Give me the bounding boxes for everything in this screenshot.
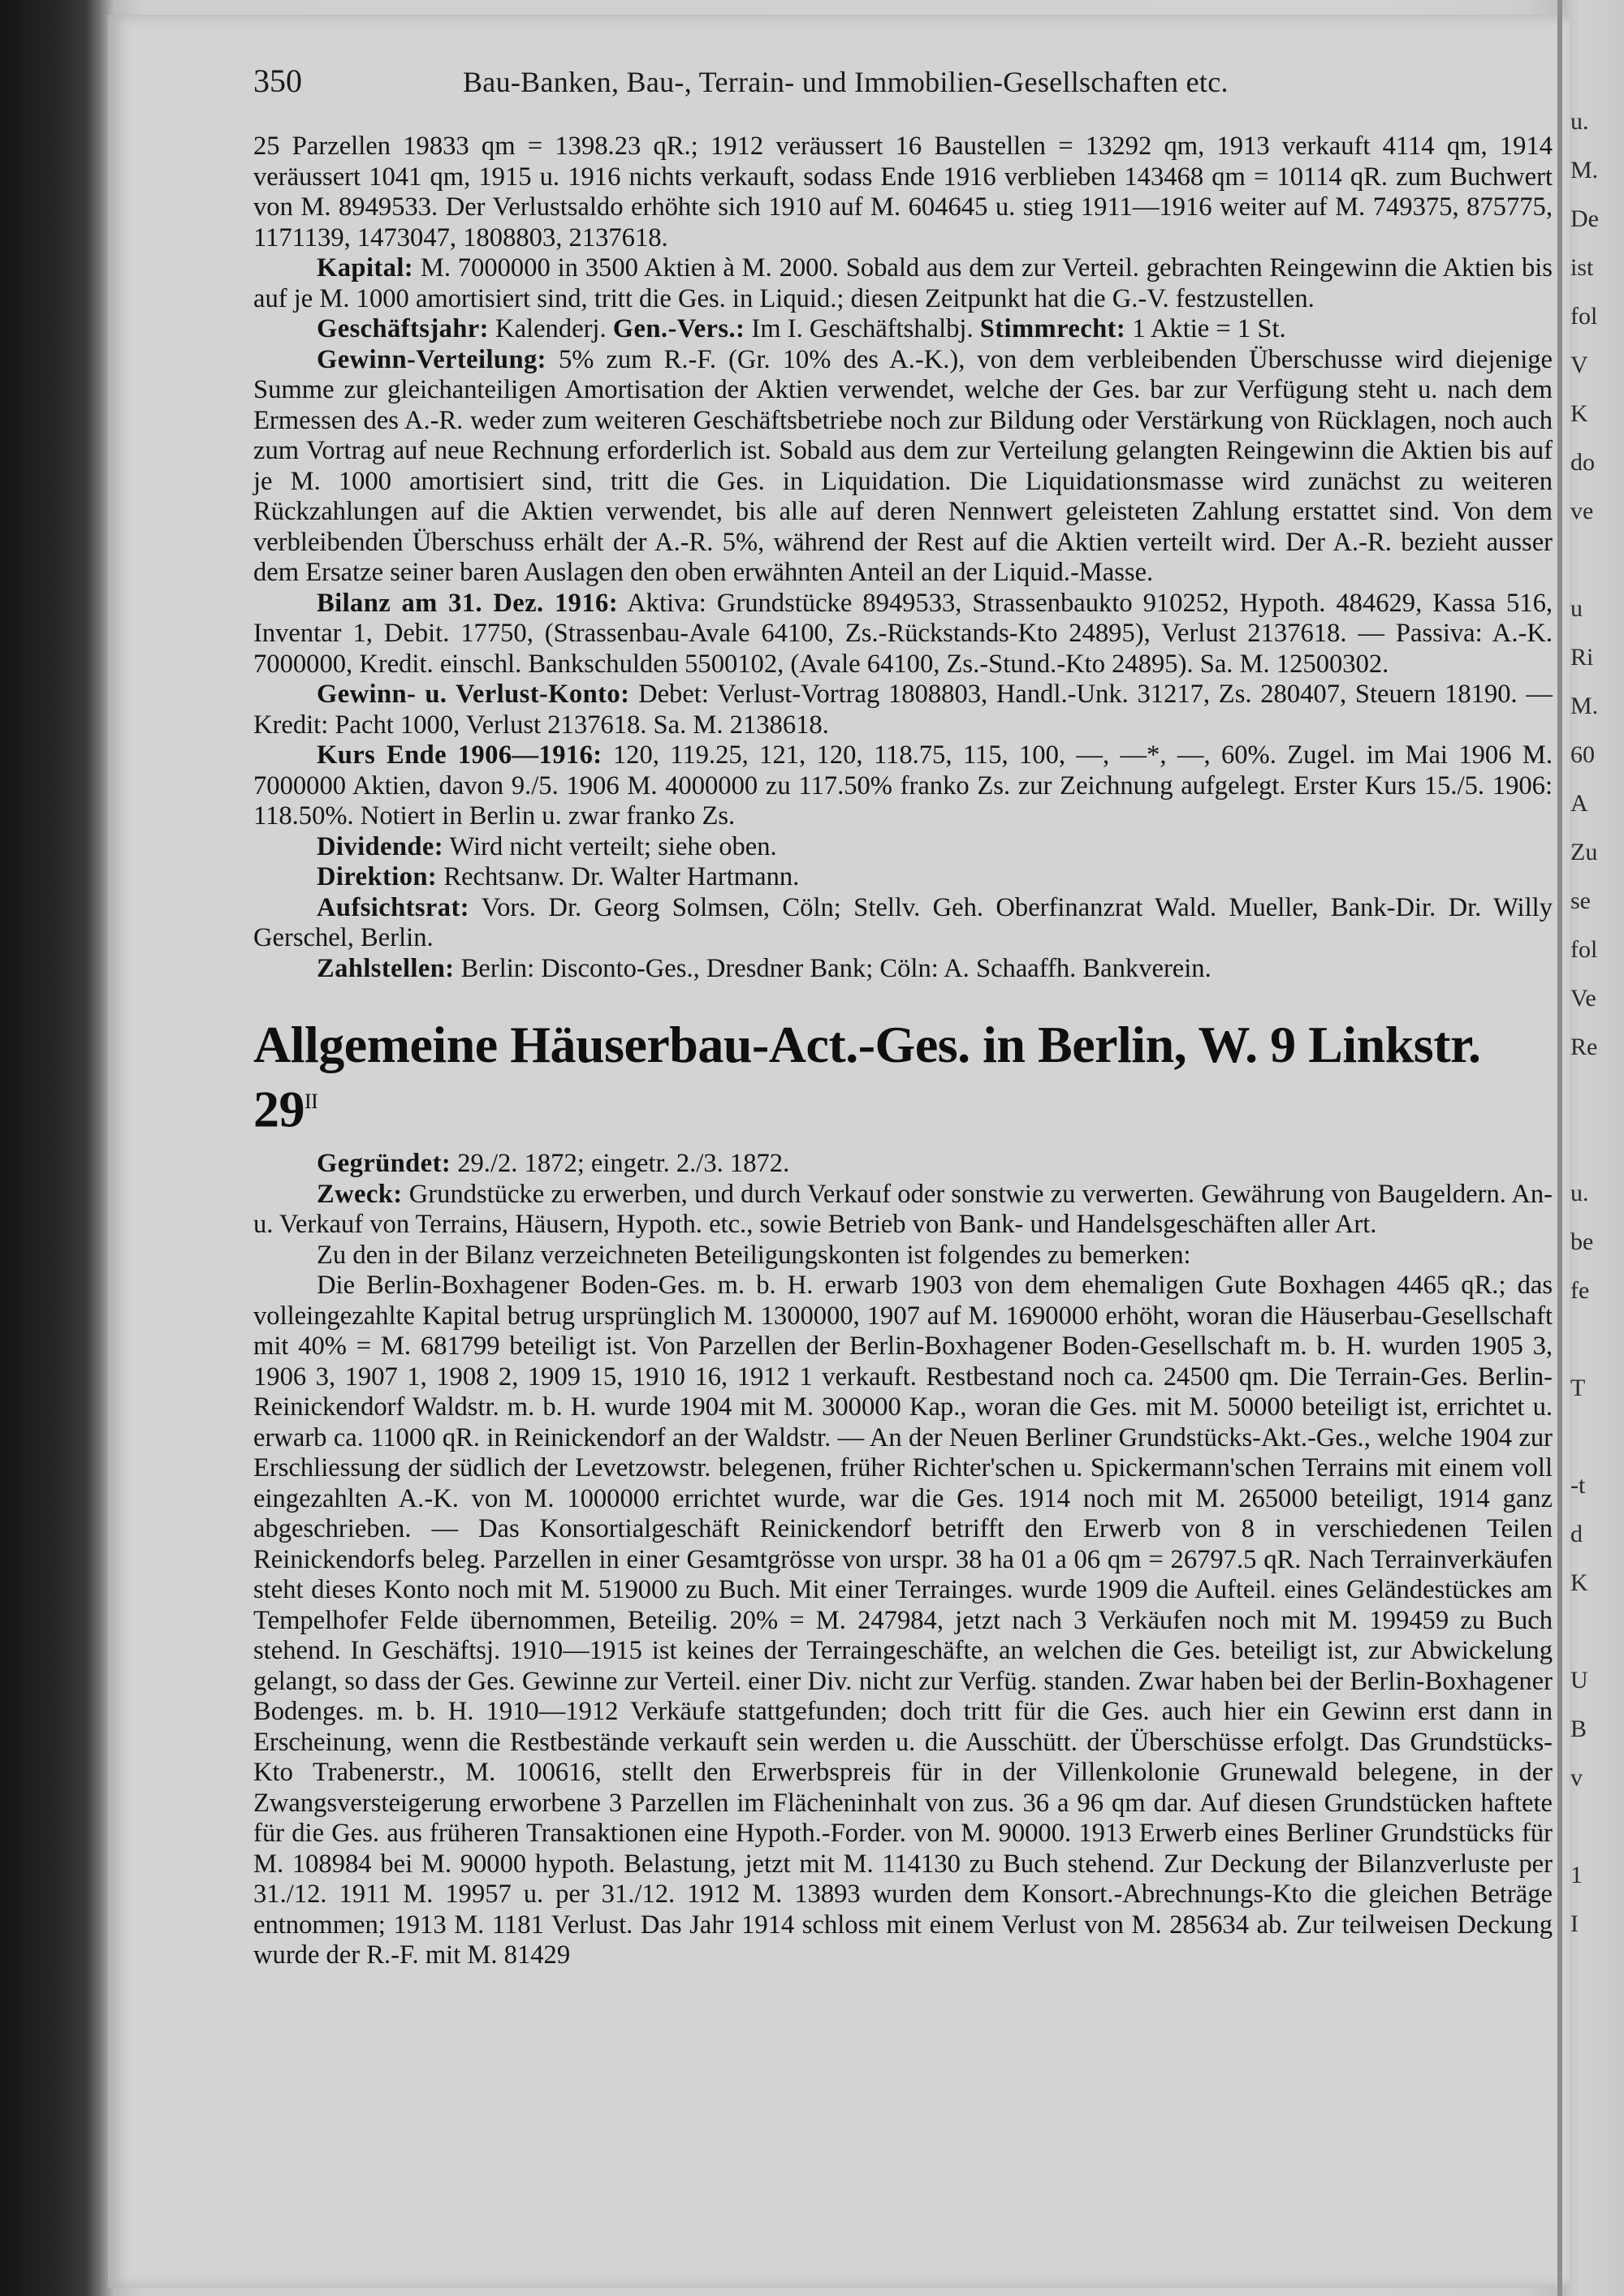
bilanz-text: Aktiva: Grundstücke 8949533, Strassenbaukto 910252, Hypoth. 484629, Kassa 516, Inventar 1, Debit. 17750, (Strassenbau-Avale 64100, Zs.-Rückstands-Kto 24895), Verlust 2137618. — Passiva: A.-K. 7000000, Kredit. einschl. Bankschulden 5500102, (Avale 64100, Zs.-Stund.-Kto 24895). Sa. M. 12500302. xyxy=(253,588,1553,679)
zahlstellen-label: Zahlstellen: xyxy=(317,953,455,983)
zweck-label: Zweck: xyxy=(317,1179,403,1209)
gegruendet-line xyxy=(253,1149,1553,1180)
kurs-label: Kurs Ende 1906—1916: xyxy=(317,740,603,770)
dividende-line xyxy=(253,832,1553,863)
guv-paragraph xyxy=(253,680,1553,740)
dividende-text: Wird nicht verteilt; siehe oben. xyxy=(449,831,777,861)
page-number: 350 xyxy=(253,63,302,99)
guv-label: Gewinn- u. Verlust-Konto: xyxy=(317,680,630,709)
beteiligung-intro: Zu den in der Bilanz verzeichneten Beteiligungskonten ist folgendes zu bemerken: xyxy=(317,1240,1191,1270)
genvers-text: Im I. Geschäftshalbj. xyxy=(751,314,974,343)
kapital-label: Kapital: xyxy=(317,253,414,283)
geschaeftsjahr-text: Kalenderj. xyxy=(495,314,607,343)
kapital-text: M. 7000000 in 3500 Aktien à M. 2000. Sobald aus dem zur Verteil. gebrachten Reingewinn die Aktien bis auf je M. 1000 amortisiert sind, tritt die Ges. in Liquid.; diesen Zeitpunkt hat die G.-V. festzustellen. xyxy=(253,253,1553,313)
document-body xyxy=(253,132,1553,1971)
zahlstellen-line xyxy=(253,954,1553,985)
gegruendet-text: 29./2. 1872; eingetr. 2./3. 1872. xyxy=(457,1149,790,1179)
aufsichtsrat-text: Vors. Dr. Georg Solmsen, Cöln; Stellv. Geh. Oberfinanzrat Wald. Mueller, Bank-Dir. Dr. Willy Gerschel, Berlin. xyxy=(253,892,1553,952)
direktion-line xyxy=(253,862,1553,893)
guv-text: Debet: Verlust-Vortrag 1808803, Handl.-Unk. 31217, Zs. 280407, Steuern 18190. — Kredit: Pacht 1000, Verlust 2137618. Sa. M. 2138618. xyxy=(253,680,1553,740)
parcel-paragraph: 25 Parzellen 19833 qm = 1398.23 qR.; 1912 veräussert 16 Baustellen = 13292 qm, 1913 verkauft 4114 qm, 1914 veräussert 1041 qm, 1915 u. 1916 nichts verkauft, sodass Ende 1916 verblieben 143468 qm = 10114 qR. zum Buchwert von M. 8949533. Der Verlustsaldo erhöhte sich 1910 auf M. 604645 u. stieg 1911—1916 weiter auf M. 749375, 875775, 1171139, 1473047, 1808803, 2137618. xyxy=(253,132,1553,252)
running-head xyxy=(253,62,1520,106)
gegruendet-label: Gegründet: xyxy=(317,1149,451,1179)
geschaeftsjahr-label: Geschäftsjahr: xyxy=(317,314,489,343)
direktion-label: Direktion: xyxy=(317,862,438,891)
dividende-label: Dividende: xyxy=(317,831,444,861)
geschaeftsjahr-line xyxy=(253,314,1553,345)
genvers-label: Gen.-Vers.: xyxy=(612,314,745,343)
company-heading xyxy=(253,1016,1553,1137)
page-edge xyxy=(1557,0,1562,2296)
running-title: Bau-Banken, Bau-, Terrain- und Immobilien-Gesellschaften etc. xyxy=(463,66,1229,98)
gewinnverteilung-label: Gewinn-Verteilung: xyxy=(317,344,546,374)
adjacent-page-bleed-text: u. M. De ist fol V K do ve u Ri M. 60 A Zu se fol Ve Re u. be fe T -t d K U B v 1 I xyxy=(1570,108,1599,1937)
zweck-text: Grundstücke zu erwerben, und durch Verkauf oder sonstwie zu verwerten. Gewährung von Baugeldern. An- u. Verkauf von Terrains, Häusern, Hypoth. etc., sowie Betrieb von Bank- und Handelsgeschäften aller Art. xyxy=(253,1179,1553,1240)
zahlstellen-text: Berlin: Disconto-Ges., Dresdner Bank; Cöln: A. Schaaffh. Bankverein. xyxy=(460,953,1212,983)
gewinnverteilung-text: 5% zum R.-F. (Gr. 10% des A.-K.), von dem verbleibenden Überschusse wird diejenige Summe zur gleichanteiligen Amortisation der Aktien verwendet, welche der Ges. bar zur Verfügung steht u. nach dem Ermessen des A.-R. weder zum weiteren Geschäftsbetriebe noch zur Bildung oder Verstärkung von Rücklagen, noch auch zum Vortrag auf neue Rechnung erforderlich ist. Sobald aus dem zur Verteilung gelangten Reingewinn die Aktien bis auf je M. 1000 amortisiert sind, tritt die Ges. in Liquidation. Die Liquidationsmasse wird zunächst zu weiteren Rückzahlungen auf die Aktien verwendet, bis alle auf deren Nennwert geleisteten Zahlung erstattet sind. Von dem verbleibenden Überschuss erhält der A.-R. 5%, während der Rest auf die Aktien verteilt wird. Der A.-R. bezieht ausser dem Ersatze seiner baren Auslagen den oben erwähnten Anteil an der Liquid.-Masse. xyxy=(253,344,1553,587)
beteiligung-paragraph: Die Berlin-Boxhagener Boden-Ges. m. b. H. erwarb 1903 von dem ehemaligen Gute Boxhagen 4465 qR.; das volleingezahlte Kapital betrug ursprünglich M. 1300000, 1907 auf M. 1690000 erhöht, woran die Häuserbau-Gesellschaft mit 40% = M. 681799 beteiligt ist. Von Parzellen der Berlin-Boxhagener Boden-Gesellschaft m. b. H. wurden 1905 3, 1906 3, 1907 1, 1908 2, 1909 15, 1910 16, 1912 1 verkauft. Restbestand noch ca. 24500 qm. Die Terrain-Ges. Berlin-Reinickendorf Waldstr. m. b. H. wurde 1904 mit M. 300000 Kap., woran die Ges. mit M. 50000 beteiligt ist, errichtet u. erwarb ca. 11000 qR. in Reinickendorf an der Waldstr. — An der Neuen Berliner Grundstücks-Akt.-Ges., welche 1904 zur Erschliessung der südlich der Levetzowstr. belegenen, früher Richter'schen u. Spickermann'schen Terrains mit einem voll eingezahlten A.-K. von M. 1000000 errichtet wurde, war die Ges. 1914 noch mit M. 265000 beteiligt, 1914 ganz abgeschrieben. — Das Konsortialgeschäft Reinickendorf betrifft den Erwerb von 8 in verschiedenen Teilen Reinickendorfs beleg. Parzellen in einer Gesamtgrösse von urspr. 38 ha 01 a 06 qm = 26797.5 qR. Nach Terrainverkäufen steht dieses Konto noch mit M. 519000 zu Buch. Mit einer Terrainges. wurde 1909 die Aufteil. eines Geländestückes am Tempelhofer Felde übernommen, Beteilig. 20% = M. 247984, jetzt nach 3 Verkäufen noch mit M. 199459 zu Buch stehend. In Geschäftsj. 1910—1915 ist keines der Terraingeschäfte, an welchen die Ges. beteiligt ist, zur Abwickelung gelangt, so dass der Ges. Gewinne zur Verteil. einer Div. nicht zur Verfüg. standen. Zwar haben bei der Berlin-Boxhagener Bodenges. m. b. H. 1910—1912 Verkäufe stattgefunden; doch tritt für die Ges. auch hier ein Gewinn erst dann in Erscheinung, wenn die Restbestände verkauft sein werden u. die Ausschütt. der Überschüsse erfolgt. Das Grundstücks-Kto Trabenerstr., M. 100616, stellt den Erwerbspreis für in der Villenkolonie Grunewald belegene, in der Zwangsversteigerung erworbene 3 Parzellen im Flächeninhalt von zus. 36 a 96 qm dar. Auf diesen Grundstücken haftete für die Ges. aus früheren Transaktionen eine Hypoth.-Forder. von M. 90000. 1913 Erwerb eines Berliner Grundstücks für M. 108984 bei M. 90000 hypoth. Belastung, jetzt mit M. 114130 zu Buch stehend. Zur Deckung der Bilanzverluste per 31./12. 1911 M. 19957 u. per 31./12. 1912 M. 13893 wurden dem Konsort.-Abrechnungs-Kto die gleichen Beträge entnommen; 1913 M. 1181 Verlust. Das Jahr 1914 schloss mit einem Verlust von M. 285634 ab. Zur teilweisen Deckung wurde der R.-F. mit M. 81429 xyxy=(253,1271,1553,1970)
stimmrecht-label: Stimmrecht: xyxy=(979,314,1126,343)
gewinnverteilung-paragraph xyxy=(253,345,1553,589)
bilanz-label: Bilanz am 31. Dez. 1916: xyxy=(317,588,618,618)
company-heading-text: Allgemeine Häuserbau-Act.-Ges. in Berlin, W. 9 Linkstr. 29 xyxy=(253,1016,1481,1138)
kapital-paragraph xyxy=(253,253,1553,314)
aufsichtsrat-label: Aufsichtsrat: xyxy=(317,892,469,922)
bilanz-paragraph xyxy=(253,589,1553,680)
kurs-paragraph xyxy=(253,740,1553,832)
zweck-paragraph xyxy=(253,1180,1553,1241)
kurs-text: 120, 119.25, 121, 120, 118.75, 115, 100, —, —*, —, 60%. Zugel. im Mai 1906 M. 7000000 Aktien, davon 9./5. 1906 M. 4000000 zu 117.50% franko Zs. zur Zeichnung aufgelegt. Erster Kurs 15./5. 1906: 118.50%. Notiert in Berlin u. zwar franko Zs. xyxy=(253,740,1553,831)
stimmrecht-text: 1 Aktie = 1 St. xyxy=(1132,314,1286,343)
company-heading-superscript: II xyxy=(304,1090,318,1113)
aufsichtsrat-paragraph xyxy=(253,893,1553,954)
direktion-text: Rechtsanw. Dr. Walter Hartmann. xyxy=(443,862,800,891)
